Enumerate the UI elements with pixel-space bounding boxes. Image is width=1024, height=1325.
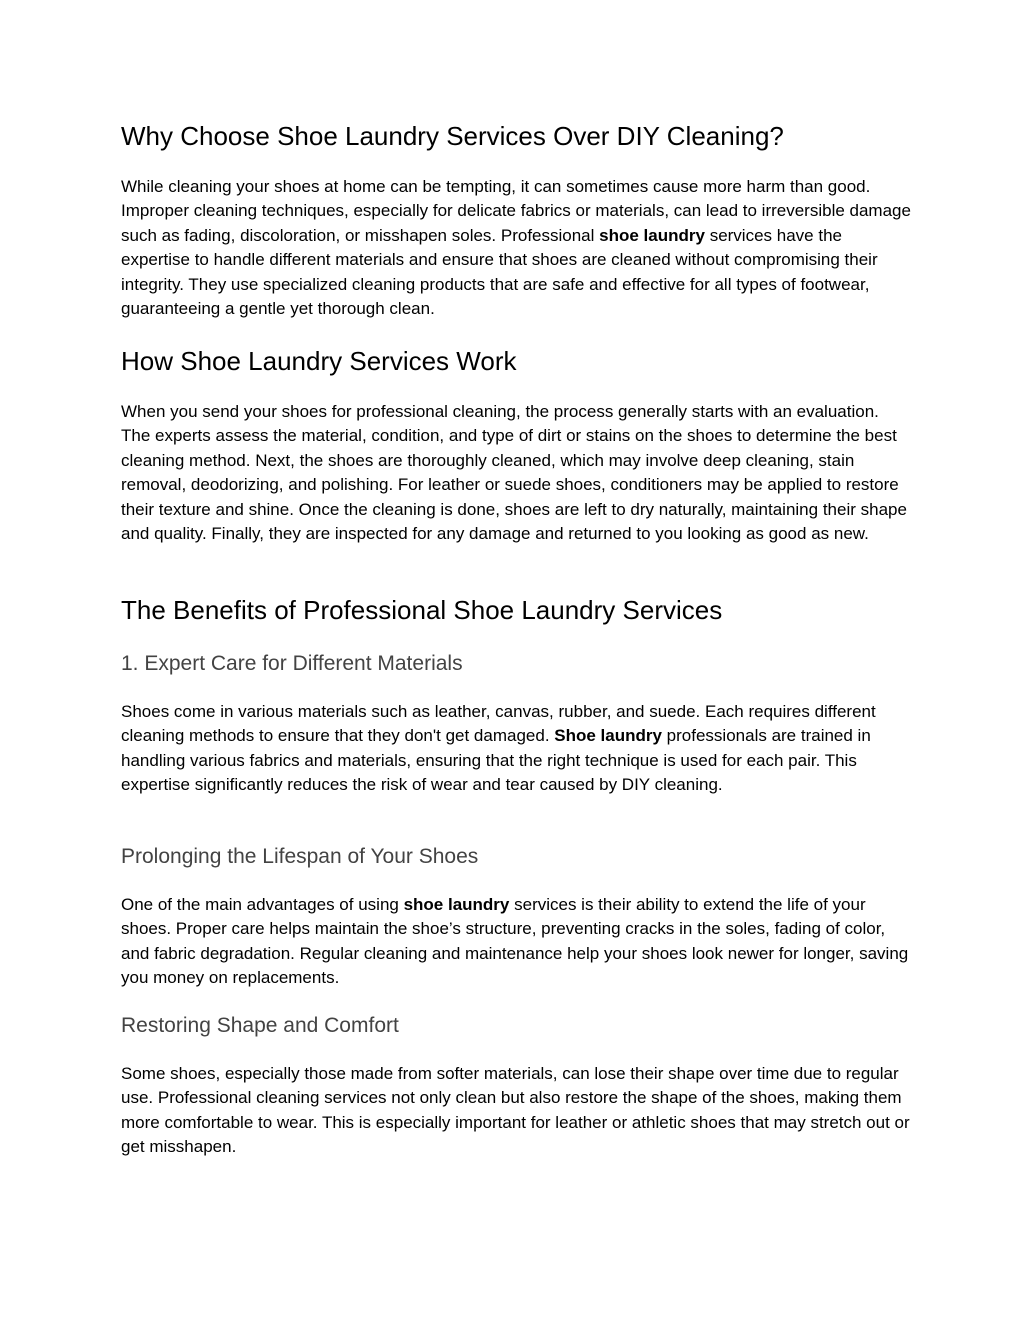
paragraph-restoring-shape: Some shoes, especially those made from softer materials, can lose their shape over time due to regular use. Professional cleaning services not only clean but also restore the shape of the shoes, making them more comfortable to wear. This is especially important for leather or athletic shoes that may stretch out or get misshapen.	[121, 1064, 910, 1157]
bold-keyword: shoe laundry	[403, 895, 510, 914]
heading-benefits: The Benefits of Professional Shoe Laundry Services	[121, 595, 723, 625]
text-span: professionals are trained in handling various fabrics and materials, ensuring that the right technique is used for each pair. This expertise significantly reduces the risk of wear and tear caused by DIY cleaning.	[121, 726, 871, 795]
bold-keyword: shoe laundry	[599, 225, 705, 245]
paragraph-why-choose	[121, 175, 911, 321]
text-span: One of the main advantages of using	[121, 895, 404, 914]
text-span: services is their ability to extend the life of your shoes. Proper care helps maintain the shoe’s structure, preventing cracks in the soles, fading of color, and fabric degradation. Regular cleaning and maintenance help your shoes look newer for longer, saving you money on replacements.	[121, 895, 909, 988]
text-span: services have the expertise to handle different materials and ensure that shoes are cleaned without compromising their integrity. They use specialized cleaning products that are safe and effective for all types of footwear, guaranteeing a gentle yet thorough clean.	[121, 225, 878, 319]
paragraph-how-it-works: When you send your shoes for professional cleaning, the process generally starts with an evaluation. The experts assess the material, condition, and type of dirt or stains on the shoes to determine the best cleaning method. Next, the shoes are thoroughly cleaned, which may involve deep cleaning, stain removal, deodorizing, and polishing. For leather or suede shoes, conditioners may be applied to restore their texture and shine. Once the cleaning is done, shoes are left to dry naturally, maintaining their shape and quality. Finally, they are inspected for any damage and returned to you looking as good as new.	[121, 402, 907, 544]
subheading-prolonging-lifespan: Prolonging the Lifespan of Your Shoes	[121, 845, 479, 868]
bold-keyword: Shoe laundry	[554, 726, 662, 746]
subheading-restoring-shape: Restoring Shape and Comfort	[121, 1014, 399, 1037]
heading-how-it-works: How Shoe Laundry Services Work	[121, 346, 517, 376]
text-span: While cleaning your shoes at home can be tempting, it can sometimes cause more harm than good. Improper cleaning techniques, especially for delicate fabrics or materials, can lead to irreversible damage such as fading, discoloration, or misshapen soles. Professional	[121, 177, 911, 245]
subheading-expert-care: 1. Expert Care for Different Materials	[121, 652, 463, 675]
text-span: Shoes come in various materials such as leather, canvas, rubber, and suede. Each requires different cleaning methods to ensure that they don't get damaged.	[121, 702, 876, 746]
heading-why-choose: Why Choose Shoe Laundry Services Over DIY Cleaning?	[121, 121, 784, 151]
paragraph-expert-care	[121, 700, 911, 798]
paragraph-prolonging-lifespan	[121, 893, 911, 991]
